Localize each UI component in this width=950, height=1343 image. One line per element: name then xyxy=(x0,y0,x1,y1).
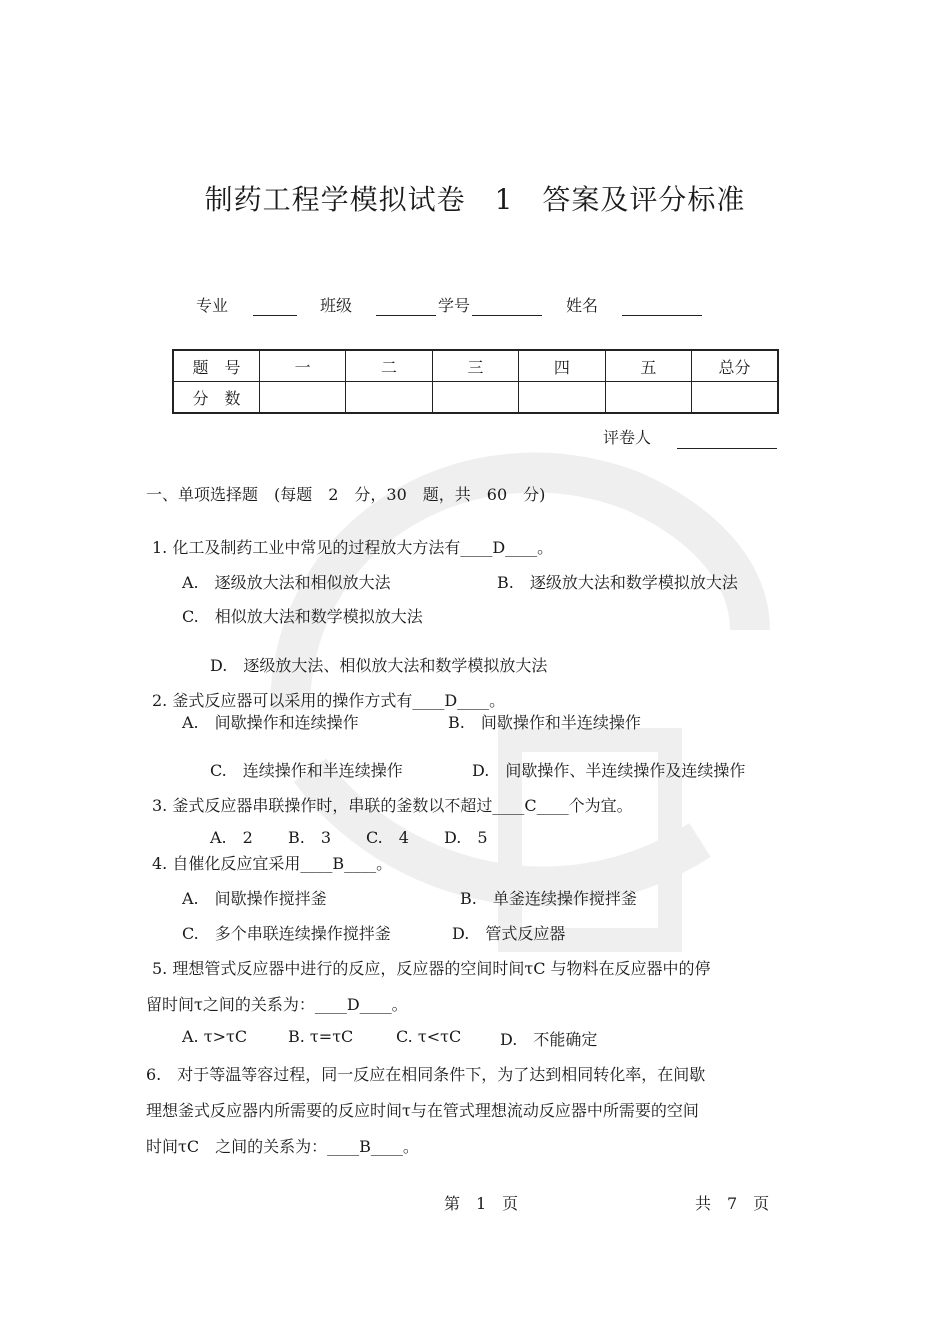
score-cell[interactable] xyxy=(346,382,432,414)
major-blank xyxy=(253,315,297,316)
question-6-stem-line2: 理想釜式反应器内所需要的反应时间τ与在管式理想流动反应器中所需要的空间 xyxy=(146,1101,699,1120)
question-5-stem-line1: 5. 理想管式反应器中进行的反应，反应器的空间时间τC 与物料在反应器中的停 xyxy=(152,959,711,978)
question-1-option-b: B. 逐级放大法和数学模拟放大法 xyxy=(497,573,738,592)
question-3-option-c: C. 4 xyxy=(366,828,409,847)
question-6-stem-line1: 6. 对于等温等容过程，同一反应在相同条件下，为了达到相同转化率，在间歇 xyxy=(146,1065,706,1084)
table-cell: 题 号 xyxy=(173,350,259,382)
question-2-option-c: C. 连续操作和半连续操作 xyxy=(210,761,403,780)
question-1-option-d: D. 逐级放大法、相似放大法和数学模拟放大法 xyxy=(210,656,548,675)
question-2-option-a: A. 间歇操作和连续操作 xyxy=(182,713,359,732)
class-blank xyxy=(376,315,436,316)
question-1-option-a: A. 逐级放大法和相似放大法 xyxy=(182,573,391,592)
question-5-option-b: B. τ=τC xyxy=(288,1027,354,1046)
score-cell[interactable] xyxy=(605,382,691,414)
question-4-option-c: C. 多个串联连续操作搅拌釜 xyxy=(182,924,391,943)
question-1-option-c: C. 相似放大法和数学模拟放大法 xyxy=(182,607,423,626)
score-cell[interactable] xyxy=(692,382,778,414)
table-cell: 分 数 xyxy=(173,382,259,414)
name-label: 姓名 xyxy=(566,296,599,315)
question-5-option-c: C. τ<τC xyxy=(396,1027,462,1046)
question-5-option-a: A. τ>τC xyxy=(182,1027,248,1046)
table-row xyxy=(173,382,778,414)
name-blank xyxy=(622,315,702,316)
class-label: 班级 xyxy=(320,296,353,315)
grader-blank xyxy=(677,448,777,449)
score-cell[interactable] xyxy=(432,382,518,414)
table-cell: 总分 xyxy=(692,350,778,382)
question-3-option-a: A. 2 xyxy=(210,828,253,847)
page-total: 共 7 页 xyxy=(695,1194,770,1213)
grader-label: 评卷人 xyxy=(603,428,652,447)
major-label: 专业 xyxy=(196,296,229,315)
page-title: 制药工程学模拟试卷 1 答案及评分标准 xyxy=(204,183,746,216)
question-2-option-d: D. 间歇操作、半连续操作及连续操作 xyxy=(472,761,746,780)
score-cell[interactable] xyxy=(259,382,345,414)
section-title: 一、单项选择题 (每题 2 分，30 题，共 60 分) xyxy=(146,485,546,504)
question-5-stem-line2: 留时间τ之间的关系为：____D____。 xyxy=(146,995,408,1014)
question-2-option-b: B. 间歇操作和半连续操作 xyxy=(448,713,641,732)
question-4-option-d: D. 管式反应器 xyxy=(452,924,566,943)
question-2-stem: 2. 釜式反应器可以采用的操作方式有____D____。 xyxy=(152,691,506,710)
student-id-label: 学号 xyxy=(438,296,471,315)
table-cell: 四 xyxy=(519,350,605,382)
student-id-blank xyxy=(472,315,542,316)
question-4-option-a: A. 间歇操作搅拌釜 xyxy=(182,889,327,908)
page-number: 第 1 页 xyxy=(444,1194,519,1213)
table-cell: 二 xyxy=(346,350,432,382)
question-1-stem: 1. 化工及制药工业中常见的过程放大方法有____D____。 xyxy=(152,538,554,557)
table-row xyxy=(173,350,778,382)
question-4-stem: 4. 自催化反应宜采用____B____。 xyxy=(152,854,393,873)
table-cell: 三 xyxy=(432,350,518,382)
question-3-option-d: D. 5 xyxy=(444,828,488,847)
table-cell: 一 xyxy=(259,350,345,382)
question-3-stem: 3. 釜式反应器串联操作时，串联的釜数以不超过____C____个为宜。 xyxy=(152,796,633,815)
score-table xyxy=(172,349,779,414)
question-6-stem-line3: 时间τC 之间的关系为：____B____。 xyxy=(146,1137,419,1156)
table-cell: 五 xyxy=(605,350,691,382)
score-cell[interactable] xyxy=(519,382,605,414)
question-4-option-b: B. 单釜连续操作搅拌釜 xyxy=(460,889,637,908)
question-5-option-d: D. 不能确定 xyxy=(500,1030,598,1049)
question-3-option-b: B. 3 xyxy=(288,828,332,847)
